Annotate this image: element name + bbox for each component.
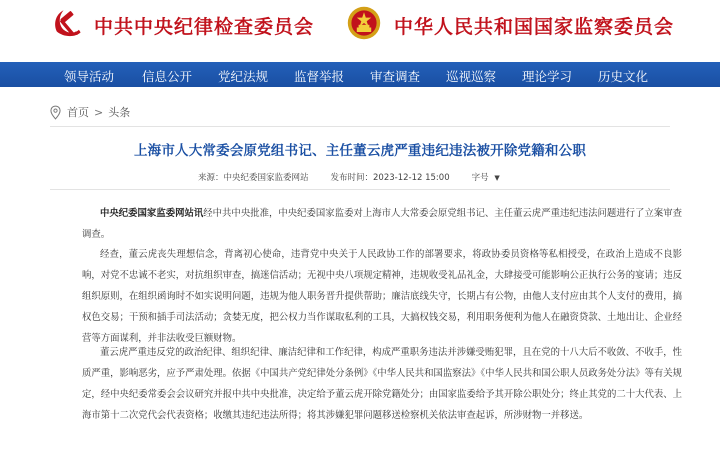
article-paragraph-2: 经查，董云虎丧失理想信念，背离初心使命，违背党中央关于人民政协工作的部署要求，将政协委员资格等私相授受，在政治上造成不良影响，对党不忠诚不老实，对抗组织审查，搞迷信活动；无视中央八项规定精神，违规收受礼品礼金，大肆接受可能影响公正执行公务的宴请；违反组织原则，在组织函询时不如实说明问题，违规为他人职务晋升提供帮助；廉洁底线失守，长期占有公物，由他人支付应由其个人支付的费用，搞权色交易；干预和插手司法活动；贪婪无度，把公权力当作谋取私利的工具，大搞权钱交易，利用职务便利为他人在融资贷款、土地出让、企业经营等方面谋利，并非法收受巨额财物。 [82, 249, 683, 344]
nav-item-leadership[interactable]: 领导活动 [64, 69, 115, 84]
article-meta [198, 171, 500, 183]
breadcrumb-separator: > [94, 105, 104, 119]
nav-item-history-culture[interactable]: 历史文化 [598, 69, 649, 84]
cpc-discipline-commission-title[interactable]: 中共中央纪律检查委员会 [94, 16, 315, 38]
divider-top [50, 126, 670, 127]
article-title: 上海市人大常委会原党组书记、主任董云虎严重违纪违法被开除党籍和公职 [133, 143, 587, 159]
breadcrumb [50, 103, 130, 121]
national-emblem-icon[interactable] [346, 5, 382, 41]
article-publish-time: 发布时间：2023-12-12 15:00 [330, 173, 450, 183]
article-paragraph-1-text: 经中共中央批准，中央纪委国家监委对上海市人大常委会原党组书记、主任董云虎严重违纪违法问题进行了立案审查调查。 [82, 208, 682, 240]
caret-down-icon: ▼ [494, 174, 500, 182]
article-paragraph-1 [82, 203, 682, 245]
nav-item-regulations[interactable]: 党纪法规 [218, 69, 269, 84]
national-supervisory-commission-title[interactable]: 中华人民共和国国家监察委员会 [394, 16, 675, 38]
font-size-toggle[interactable] [472, 171, 500, 183]
nav-item-theory-study[interactable]: 理论学习 [522, 69, 573, 84]
breadcrumb-current-link[interactable]: 头条 [108, 106, 131, 119]
article-source: 来源：中央纪委国家监委网站 [198, 173, 309, 183]
font-size-label: 字号 [471, 173, 489, 183]
main-nav [0, 62, 720, 87]
party-emblem-icon[interactable] [50, 6, 84, 40]
article-paragraph-3: 董云虎严重违反党的政治纪律、组织纪律、廉洁纪律和工作纪律，构成严重职务违法并涉嫌受贿犯罪，且在党的十八大后不收敛、不收手，性质严重，影响恶劣，应予严肃处理。依据《中国共产党纪律处分条例》《中华人民共和国监察法》《中华人民共和国公职人员政务处分法》等有关规定，经中央纪委常委会会议研究并报中共中央批准，决定给予董云虎开除党籍处分；由国家监委给予其开除公职处分；终止其党的二十大代表、上海市第十二次党代会代表资格；收缴其违纪违法所得；将其涉嫌犯罪问题移送检察机关依法审查起诉，所涉财物一并移送。 [82, 347, 683, 421]
breadcrumb-home-link[interactable]: 首页 [67, 106, 89, 119]
nav-item-inspection[interactable]: 巡视巡察 [446, 69, 497, 84]
nav-item-info-disclosure[interactable]: 信息公开 [142, 69, 193, 84]
nav-item-investigation[interactable]: 审查调查 [370, 69, 421, 84]
nav-item-report[interactable]: 监督举报 [294, 69, 345, 84]
site-header [0, 0, 720, 62]
divider-meta [50, 189, 670, 190]
article-lead-source: 中央纪委国家监委网站讯 [100, 208, 204, 219]
location-pin-icon [50, 105, 61, 120]
